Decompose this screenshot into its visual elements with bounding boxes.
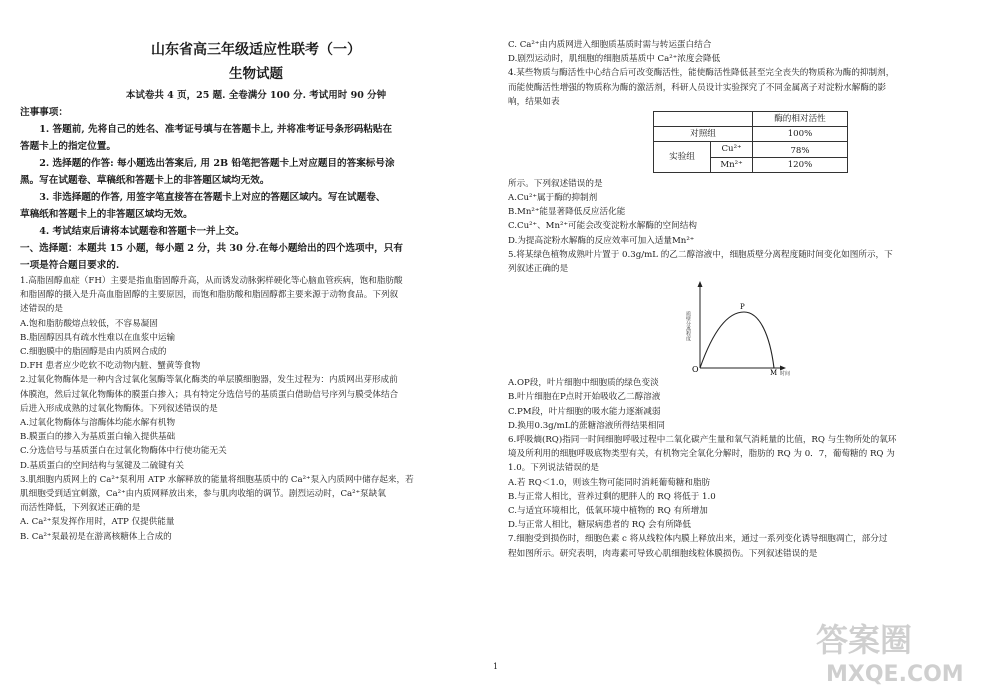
experiment-values-cell	[753, 142, 848, 172]
option-line: C. Ca²⁺由内质网进入细胞质基质时需与转运蛋白结合	[508, 40, 712, 50]
option-line: A.过氧化物酶体与溶酶体均能水解有机物	[20, 418, 176, 429]
page-number: 1	[493, 662, 499, 671]
notice-item-3b: 草稿纸和答题卡上的非答题区域均无效。	[20, 209, 193, 220]
question-line: 程如图所示。研究表明，肉毒素可导致心肌细胞线粒体膜损伤。下列叙述错误的是	[508, 548, 818, 559]
option-line: C.Cu²⁺、Mn²⁺可能会改变淀粉水解酶的空间结构	[508, 221, 697, 232]
question-line: 响，结果如表	[508, 96, 560, 107]
question-line: 体膜泡，然后过氧化物酶体的膜蛋白掺入；具有特定分选信号的基质蛋白借助信号序列与膜受体结合	[20, 389, 399, 400]
exam-title: 山东省高三年级适应性联考（一）	[151, 42, 361, 58]
right-column	[508, 38, 986, 561]
graph-curve	[700, 312, 774, 368]
notice-item-2a: 2. 选择题的作答: 每小题选出答案后, 用 2B 铅笔把答题卡上对应题目的答案标号涂	[39, 158, 395, 169]
question-line: 5.将某绿色植物成熟叶片置于 0.3g/mL 的乙二醇溶液中，细胞质壁分离程度随时间变化如图所示，下	[508, 249, 893, 260]
option-line: D.基质蛋白的空间结构与氢键及二硫键有关	[20, 460, 185, 471]
plasmolysis-graph	[508, 276, 986, 376]
option-line: B.与正常人相比，营养过剩的肥胖人的 RQ 将低于 1.0	[508, 491, 716, 502]
enzyme-activity-table	[653, 111, 848, 173]
section-heading-2: 一项是符合题目要求的.	[20, 260, 120, 271]
control-value-cell: 100%	[753, 127, 848, 142]
notice-item-1b: 答题卡上的指定位置。	[20, 141, 116, 152]
notice-item-2b: 黑。写在试题卷、草稿纸和答题卡上的非答题区域均无效。	[20, 175, 270, 186]
ion-cu-cell: Cu²⁺	[711, 142, 753, 157]
graph-point-o: O	[692, 365, 699, 375]
option-line: A.OP段，叶片细胞中细胞质的绿色变淡	[508, 378, 659, 389]
graph-point-m: M	[770, 369, 778, 377]
left-question-block	[20, 274, 492, 544]
table-corner-cell	[654, 112, 753, 127]
option-line: D.换用0.3g/mL的蔗糖溶液所得结果相同	[508, 420, 665, 431]
question-line: 和脂固醇的摄入是升高血脂固醇的主要原因，而饱和脂肪酸和脂固醇都主要来源于动物食品。下列叙	[20, 290, 399, 301]
ion-cu-value: 78%	[753, 144, 847, 158]
notice-item-4: 4. 考试结束后请将本试题卷和答题卡一并上交。	[39, 226, 245, 237]
exam-subject: 生物试题	[229, 66, 283, 82]
question-line: 而能使酶活性增强的物质称为酶的激活剂，科研人员设计实验探究了不同金属离子对淀粉水解酶的影	[508, 82, 887, 93]
option-line: A. Ca²⁺泵发挥作用时，ATP 仅提供能量	[20, 517, 175, 528]
question-line: 7.细胞受到损伤时，细胞色素 c 将从线粒体内膜上释放出来，通过一系列变化诱导细胞凋亡，部分过	[508, 534, 888, 545]
question-line: 列叙述正确的是	[508, 264, 569, 275]
notice-item-1a: 1. 答题前, 先将自己的姓名、准考证号填与在答题卡上, 并将准考证号条形码粘贴在	[39, 124, 393, 135]
option-line: B.膜蛋白的掺入为基质蛋白输入提供基础	[20, 432, 176, 443]
table-header-cell: 酶的相对活性	[753, 112, 848, 127]
plasmolysis-graph-svg	[508, 276, 986, 376]
graph-y-arrow	[698, 281, 703, 287]
notice-heading: 注事事项：	[20, 107, 68, 118]
graph-point-p: P	[740, 303, 745, 312]
graph-x-arrow	[780, 366, 786, 371]
option-line: C.与适宜环境相比，低氧环境中植物的 RQ 有所增加	[508, 506, 708, 517]
section-heading-1: 一、选择题：本题共 15 小题，每小题 2 分，共 30 分.在每小题给出的四个选项中，只有	[20, 243, 403, 254]
watermark-text-main: 答案圈	[816, 621, 913, 659]
notice-item-3a: 3. 非选择题的作答, 用签字笔直接答在答题卡上对应的答题区域内。写在试题卷、	[39, 192, 386, 203]
question-line: 境及所利用的细胞呼吸底物类型有关，有机物完全氧化分解时，脂肪的 RQ 为 0．7，葡萄糖的 RQ 为	[508, 449, 895, 460]
exam-info: 本试卷共 4 页，25 题. 全卷满分 100 分. 考试用时 90 分钟	[125, 90, 387, 101]
experiment-group-cell	[654, 142, 753, 172]
graph-y-label: 质壁分离程度	[685, 311, 691, 342]
option-line: D.与正常人相比，糖尿病患者的 RQ 会有所降低	[508, 520, 691, 531]
question-line: 所示。下列叙述错误的是	[508, 178, 603, 189]
option-line: D.FH 患者应少吃软不吃动物内脏、蟹黄等食物	[20, 361, 201, 372]
question-line: 而活性降低，下列叙述正确的是	[20, 503, 141, 514]
experiment-label-cell: 实验组	[654, 142, 711, 171]
question-line: 1.高脂固醇血症（FH）主要是指血脂固醇升高，从而诱发动脉粥样硬化等心脑血管疾病，饱和脂肪酸	[20, 276, 403, 286]
question-line: 2.过氧化物酶体是一种内含过氧化氢酶等氧化酶类的单层膜细胞器，发生过程为：内质网出芽形成前	[20, 375, 398, 386]
watermark-logo	[786, 609, 986, 689]
option-line: D.剧烈运动时，肌细胞的细胞质基质中 Ca²⁺浓度会降低	[508, 54, 721, 65]
option-line: B.脂固醇因具有疏水性难以在血浆中运输	[20, 332, 176, 343]
graph-x-label: 时间	[780, 371, 791, 377]
ion-mn-cell: Mn²⁺	[720, 159, 743, 170]
question-line: 肌细胞受到适宜刺激，Ca²⁺由内质网释放出来，参与肌肉收缩的调节。剧烈运动时，Ca²⁺泵缺氧	[20, 489, 386, 500]
option-line: B.叶片细胞在P点时开始吸收乙二醇溶液	[508, 392, 661, 403]
option-line: C.细胞膜中的脂固醇是由内质网合成的	[20, 347, 167, 358]
option-line: A.若 RQ＜1.0，则该生物可能同时消耗葡萄糖和脂肪	[508, 477, 711, 488]
question-line: 述错误的是	[20, 304, 63, 315]
left-column	[20, 36, 492, 544]
ion-mn-value: 120%	[787, 159, 813, 170]
watermark-text-domain: MXQE.COM	[826, 662, 964, 687]
option-line: B. Ca²⁺泵最初是在游离核糖体上合成的	[20, 531, 172, 542]
option-line: D.为提高淀粉水解酶的反应效率可加入适量Mn²⁺	[508, 235, 695, 246]
question-line: 4.某些物质与酶活性中心结合后可改变酶活性，能使酶活性降低甚至完全丧失的物质称为酶的抑制剂，	[508, 68, 895, 79]
option-line: A.饱和脂肪酸熔点较低，不容易凝固	[20, 318, 158, 329]
option-line: C.分选信号与基质蛋白在过氧化物酶体中行使功能无关	[20, 446, 227, 457]
option-line: B.Mn²⁺能显著降低反应活化能	[508, 207, 626, 218]
question-line: 1.0。下列说法错误的是	[508, 463, 600, 474]
question-line: 后进入形成成熟的过氧化物酶体。下列叙述错误的是	[20, 403, 218, 414]
option-line: A.Cu²⁺属于酶的抑制剂	[508, 193, 598, 204]
question-line: 6.呼吸熵(RQ)指同一时间细胞呼吸过程中二氧化碳产生量和氧气消耗量的比值，RQ 与生物所处的氧环	[508, 435, 897, 446]
question-line: 3.肌细胞内质网上的 Ca²⁺泵利用 ATP 水解释放的能量将细胞基质中的 Ca²⁺泵入内质网中储存起来，若	[20, 474, 414, 485]
control-label-cell: 对照组	[654, 127, 753, 142]
option-line: C.PM段，叶片细胞的吸水能力逐渐减弱	[508, 406, 661, 417]
